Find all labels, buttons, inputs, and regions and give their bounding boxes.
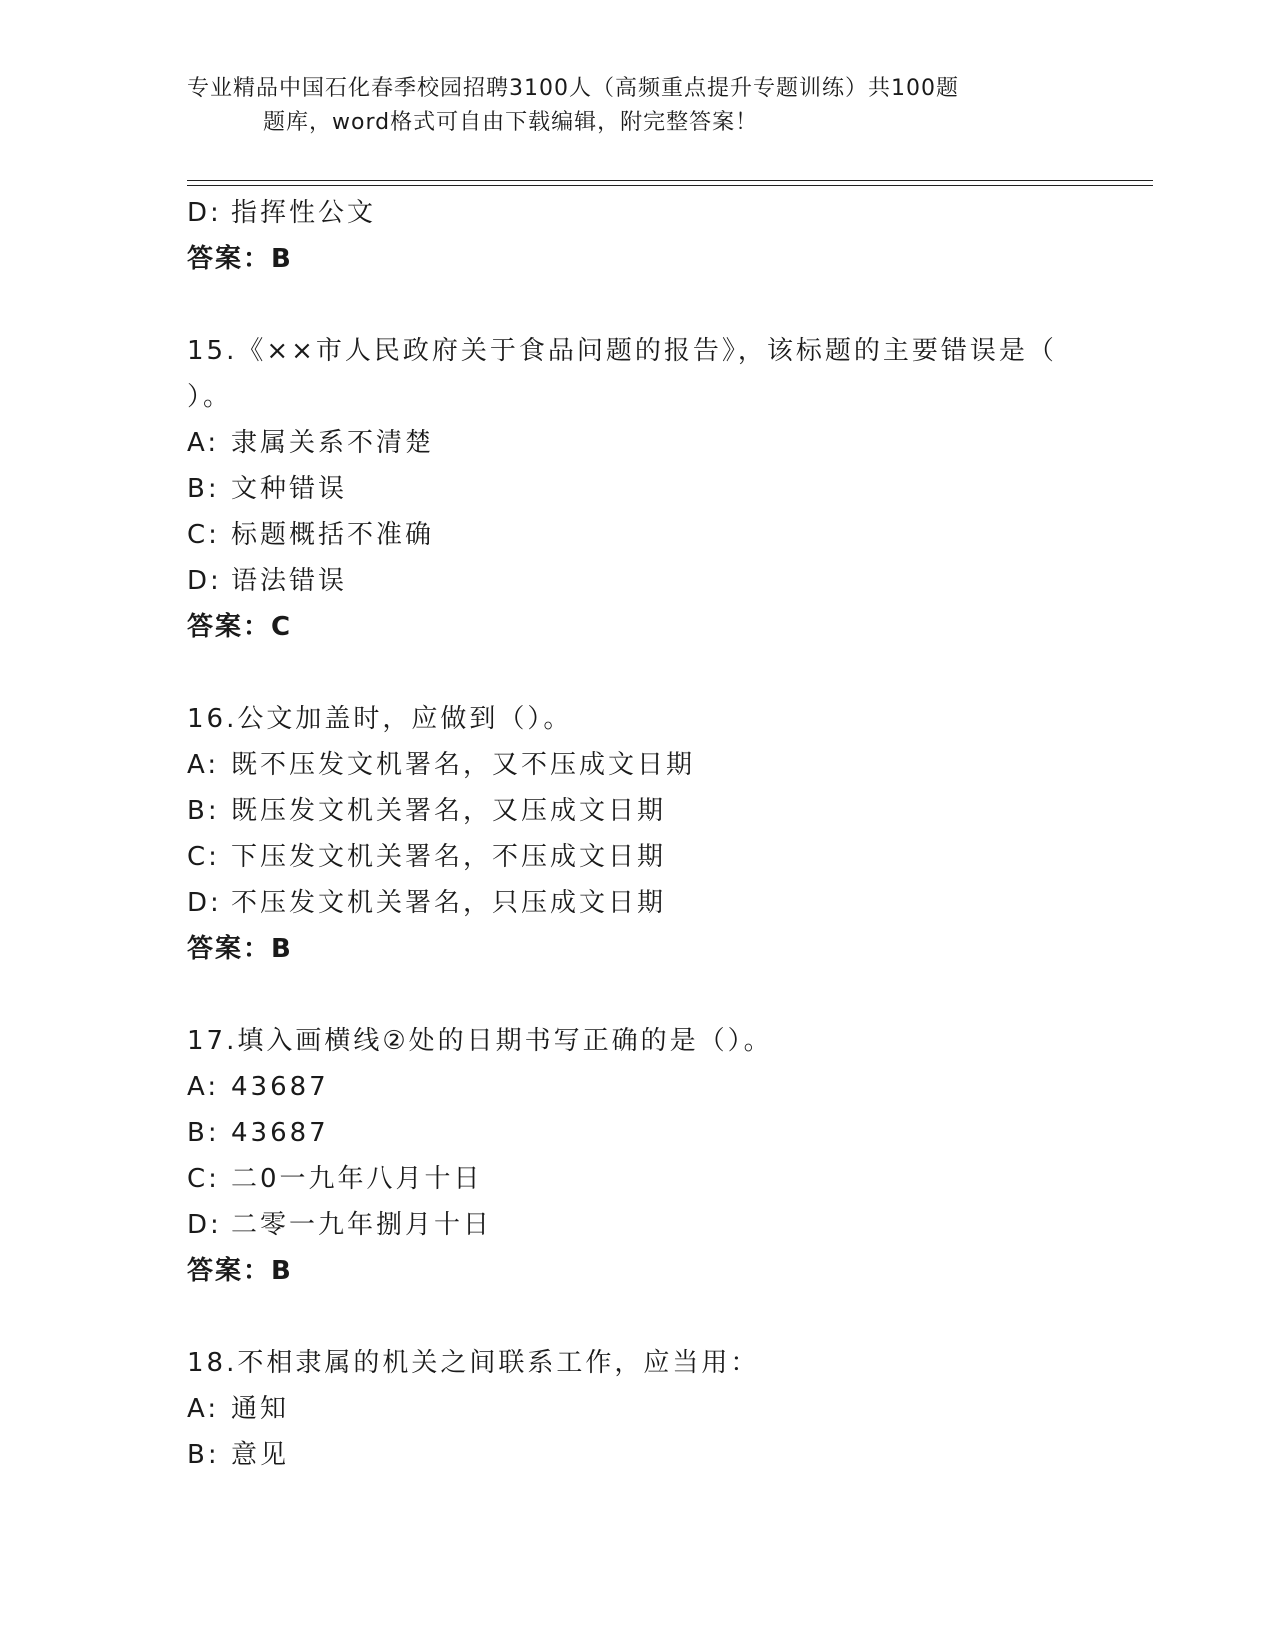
option-text: 下压发文机关署名，不压成文日期	[231, 842, 667, 872]
question-stem: 18.不相隶属的机关之间联系工作，应当用：	[187, 1348, 760, 1378]
answer-line: 答案：B	[187, 1256, 293, 1286]
header-title-line2: 题库，word格式可自由下载编辑，附完整答案！	[263, 110, 759, 135]
answer-line: 答案：B	[187, 244, 293, 274]
option-a	[187, 742, 1087, 788]
option-text: 不压发文机关署名，只压成文日期	[231, 888, 667, 918]
option-text: 语法错误	[231, 566, 348, 596]
option-text: 既压发文机关署名，又压成文日期	[231, 796, 667, 826]
question-18	[187, 1340, 1087, 1478]
option-text: 通知	[231, 1394, 290, 1424]
option-text: 既不压发文机署名，又不压成文日期	[231, 750, 696, 780]
option-c	[187, 512, 1087, 558]
header-divider-bottom	[187, 185, 1153, 186]
option-label: A:	[187, 750, 220, 780]
option-a	[187, 420, 1087, 466]
option-text: 43687	[231, 1118, 329, 1148]
question-15	[187, 328, 1087, 650]
option-label: C:	[187, 520, 220, 550]
option-a	[187, 1386, 1087, 1432]
option-b	[187, 1110, 1087, 1156]
option-label: D:	[187, 888, 222, 918]
question-stem: 15.《××市人民政府关于食品问题的报告》，该标题的主要错误是（	[187, 336, 1057, 366]
answer-line: 答案：B	[187, 934, 293, 964]
question-stem: 16.公文加盖时，应做到（）。	[187, 704, 573, 734]
option-label: D:	[187, 198, 222, 228]
option-label: B:	[187, 1440, 220, 1470]
option-d	[187, 558, 1087, 604]
option-c	[187, 834, 1087, 880]
option-label: B:	[187, 474, 220, 504]
document-header	[187, 72, 1087, 140]
option-text: 二0一九年八月十日	[231, 1164, 483, 1194]
question-17	[187, 1018, 1087, 1294]
option-text: 指挥性公文	[231, 198, 377, 228]
option-label: D:	[187, 566, 222, 596]
question-stem: 17.填入画横线②处的日期书写正确的是（）。	[187, 1026, 773, 1056]
option-label: D:	[187, 1210, 222, 1240]
option-label: B:	[187, 1118, 220, 1148]
question-16	[187, 696, 1087, 972]
question-stem-continued: ）。	[187, 382, 233, 412]
option-c	[187, 1156, 1087, 1202]
option-label: A:	[187, 428, 220, 458]
option-b	[187, 466, 1087, 512]
option-text: 隶属关系不清楚	[231, 428, 435, 458]
question-gap	[187, 1294, 1087, 1340]
option-a	[187, 1064, 1087, 1110]
question-gap	[187, 972, 1087, 1018]
option-text: 文种错误	[231, 474, 348, 504]
option-label: C:	[187, 1164, 220, 1194]
option-text: 二零一九年捌月十日	[231, 1210, 493, 1240]
option-label: A:	[187, 1394, 220, 1424]
option-text: 标题概括不准确	[231, 520, 435, 550]
option-d	[187, 1202, 1087, 1248]
option-text: 43687	[231, 1072, 329, 1102]
question-list	[187, 190, 1087, 1478]
header-divider-top	[187, 180, 1153, 181]
option-label: A:	[187, 1072, 220, 1102]
option-d	[187, 880, 1087, 926]
option-b	[187, 1432, 1087, 1478]
option-text: 意见	[231, 1440, 290, 1470]
question-gap	[187, 282, 1087, 328]
header-title-line1: 专业精品中国石化春季校园招聘3100人（高频重点提升专题训练）共100题	[187, 76, 959, 101]
option-label: C:	[187, 842, 220, 872]
option-d	[187, 190, 1087, 236]
option-label: B:	[187, 796, 220, 826]
option-b	[187, 788, 1087, 834]
question-gap	[187, 650, 1087, 696]
answer-line: 答案：C	[187, 612, 293, 642]
